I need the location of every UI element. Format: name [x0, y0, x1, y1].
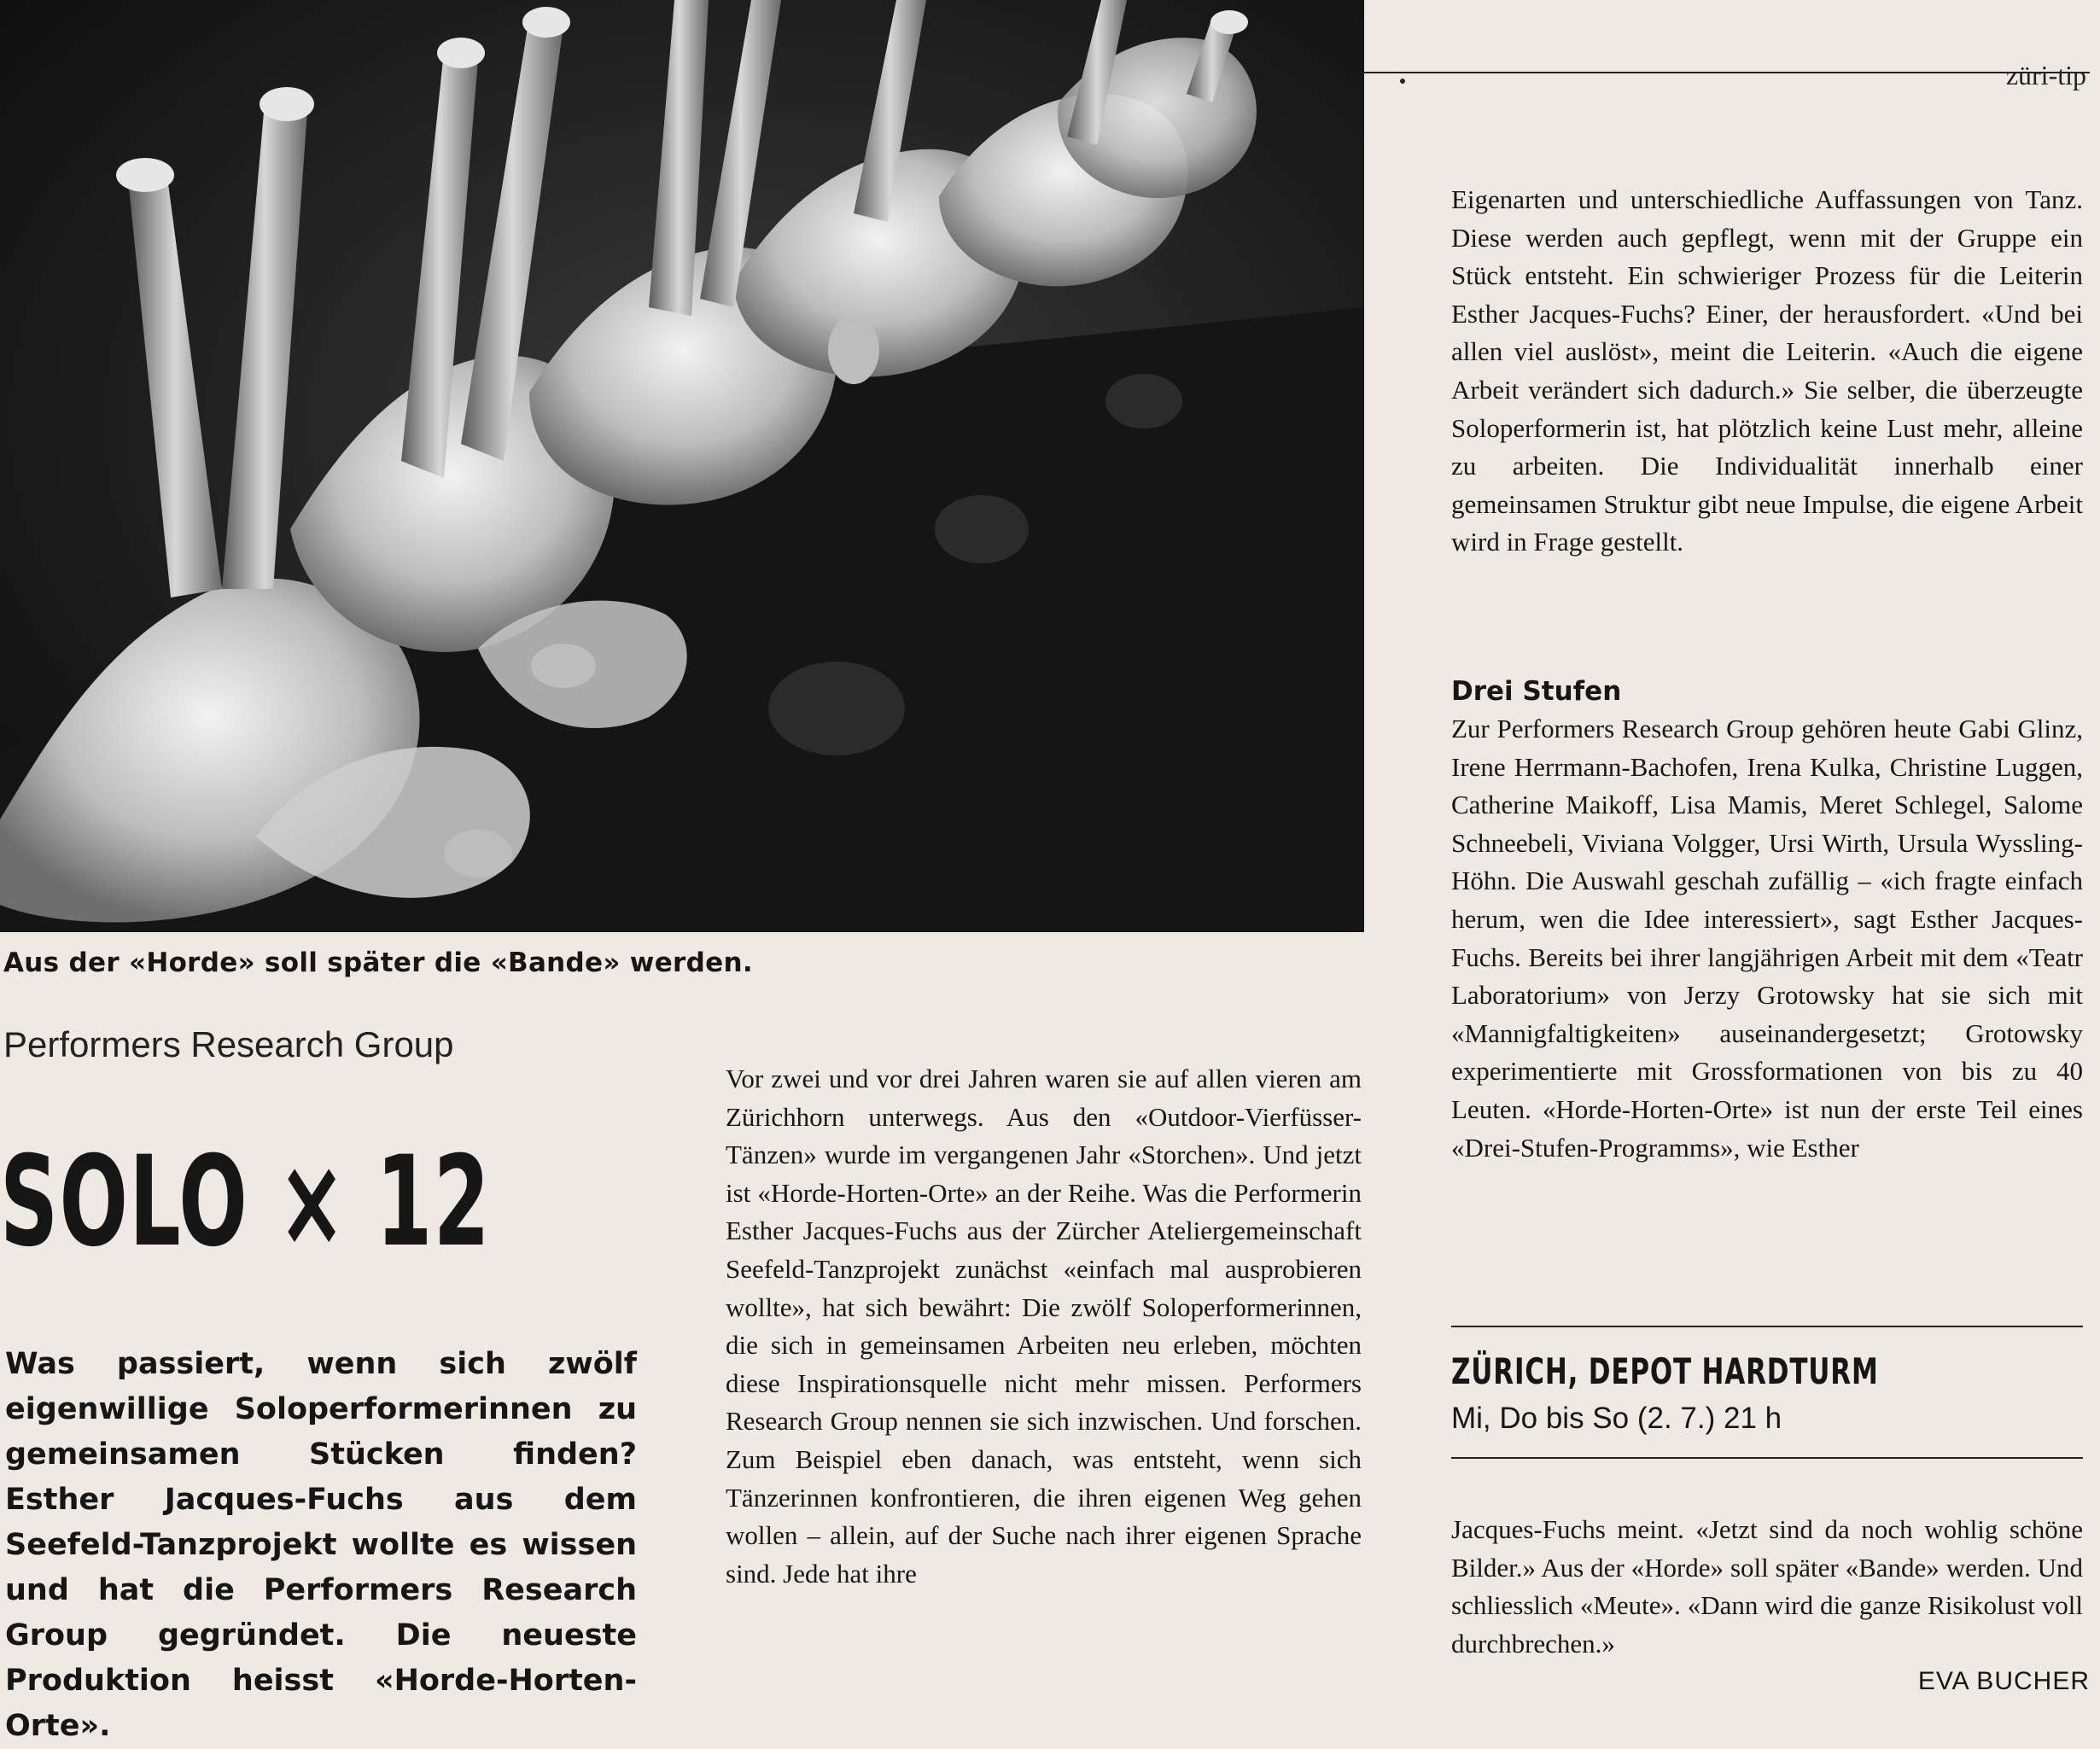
article-kicker: Performers Research Group — [3, 1024, 454, 1064]
info-box-bottom-rule — [1451, 1457, 2083, 1459]
body-paragraph: Zur Performers Research Group gehören heute Gabi Glinz, Irene Herrmann-Bachofen, Irena Kulka, Christine Luggen, Catherine Maikoff, Lisa Mamis, Meret Schlegel, Salome Schneebeli, Viviana Volgger, Ursi Wirth, Ursula Wyssling-Höhn. Die Auswahl geschah zufällig – «ich fragte einfach herum, wen die Idee interessiert», sagt Esther Jacques-Fuchs. Bereits bei ihrer langjährigen Arbeit mit dem «Teatr Laboratorium» von Jerzy Grotowsky hat sie sich mit «Mannigfaltigkeiten» auseinandergesetzt; Grotowsky experimentierte mit Grossformationen von bis zu 40 Leuten. «Horde-Horten-Orte» ist nun der erste Teil eines «Drei-Stufen-Programms», wie Esther — [1451, 714, 2083, 1163]
article-headline: SOLO × 12 — [0, 1129, 492, 1274]
author-byline: EVA BUCHER — [1917, 1667, 2090, 1695]
info-box-dates: Mi, Do bis So (2. 7.) 21 h — [1451, 1402, 1782, 1435]
info-box-venue: ZÜRICH, DEPOT HARDTURM — [1451, 1350, 1879, 1392]
dancers-photo-illustration — [0, 0, 1364, 932]
article-lead: Was passiert, wenn sich zwölf eigenwillige Soloperformerinnen zu gemeinsamen Stücken finden? Esther Jacques-Fuchs aus dem Seefeld-Tanzprojekt wollte es wissen und hat die Performers Research Group gegründet. Die neueste Produktion heisst «Horde-Horten-Orte». — [5, 1347, 637, 1743]
body-column-3-bottom — [1451, 1511, 2083, 1663]
body-column-3-middle — [1451, 710, 2083, 1167]
rubric-dot — [1400, 79, 1405, 84]
section-subhead: Drei Stufen — [1451, 676, 1622, 707]
body-paragraph: Jacques-Fuchs meint. «Jetzt sind da noch wohlig schöne Bilder.» Aus der «Horde» soll später «Bande» werden. Und schliesslich «Meute». «Dann wird die ganze Risikolust voll durchbrechen.» — [1451, 1514, 2083, 1659]
body-column-2 — [726, 1060, 1362, 1593]
rubric-rule — [1362, 72, 2090, 73]
body-paragraph: Vor zwei und vor drei Jahren waren sie auf allen vieren am Zürichhorn unterwegs. Aus den «Outdoor-Vierfüsser-Tänzen» wurde im vergangenen Jahr «Storchen». Und jetzt ist «Horde-Horten-Orte» an der Reihe. Was die Performerin Esther Jacques-Fuchs aus der Zürcher Ateliergemeinschaft Seefeld-Tanzprojekt zunächst «einfach mal ausprobieren wollte», hat sich bewährt: Die zwölf Soloperformerinnen, die sich in gemeinsamen Arbeiten neu erleben, möchten diese Inspirationsquelle nicht mehr missen. Performers Research Group nennen sie sich inzwischen. Und forschen. Zum Beispiel eben danach, was entsteht, wenn sich Tänzerinnen konfrontieren, die ihren eigenen Weg gehen wollen – allein, auf der Suche nach ihrer eigenen Sprache sind. Jede hat ihre — [726, 1064, 1362, 1589]
body-column-3-top — [1451, 181, 2083, 562]
rubric-label: züri-tip — [2005, 60, 2086, 90]
info-box-top-rule — [1451, 1326, 2083, 1327]
article-photo — [0, 0, 1364, 932]
photo-caption: Aus der «Horde» soll später die «Bande» werden. — [3, 947, 753, 978]
body-paragraph: Eigenarten und unterschiedliche Auffassungen von Tanz. Diese werden auch gepflegt, wenn mit der Gruppe ein Stück entsteht. Ein schwieriger Prozess für die Leiterin Esther Jacques-Fuchs? Einer, der herausfordert. «Und bei allen viel auslöst», meint die Leiterin. «Auch die eigene Arbeit verändert sich dadurch.» Sie selber, die überzeugte Soloperformerin ist, hat plötzlich keine Lust mehr, alleine zu arbeiten. Die Individualität innerhalb einer gemeinsamen Struktur gibt neue Impulse, die eigene Arbeit wird in Frage gestellt. — [1451, 184, 2083, 557]
